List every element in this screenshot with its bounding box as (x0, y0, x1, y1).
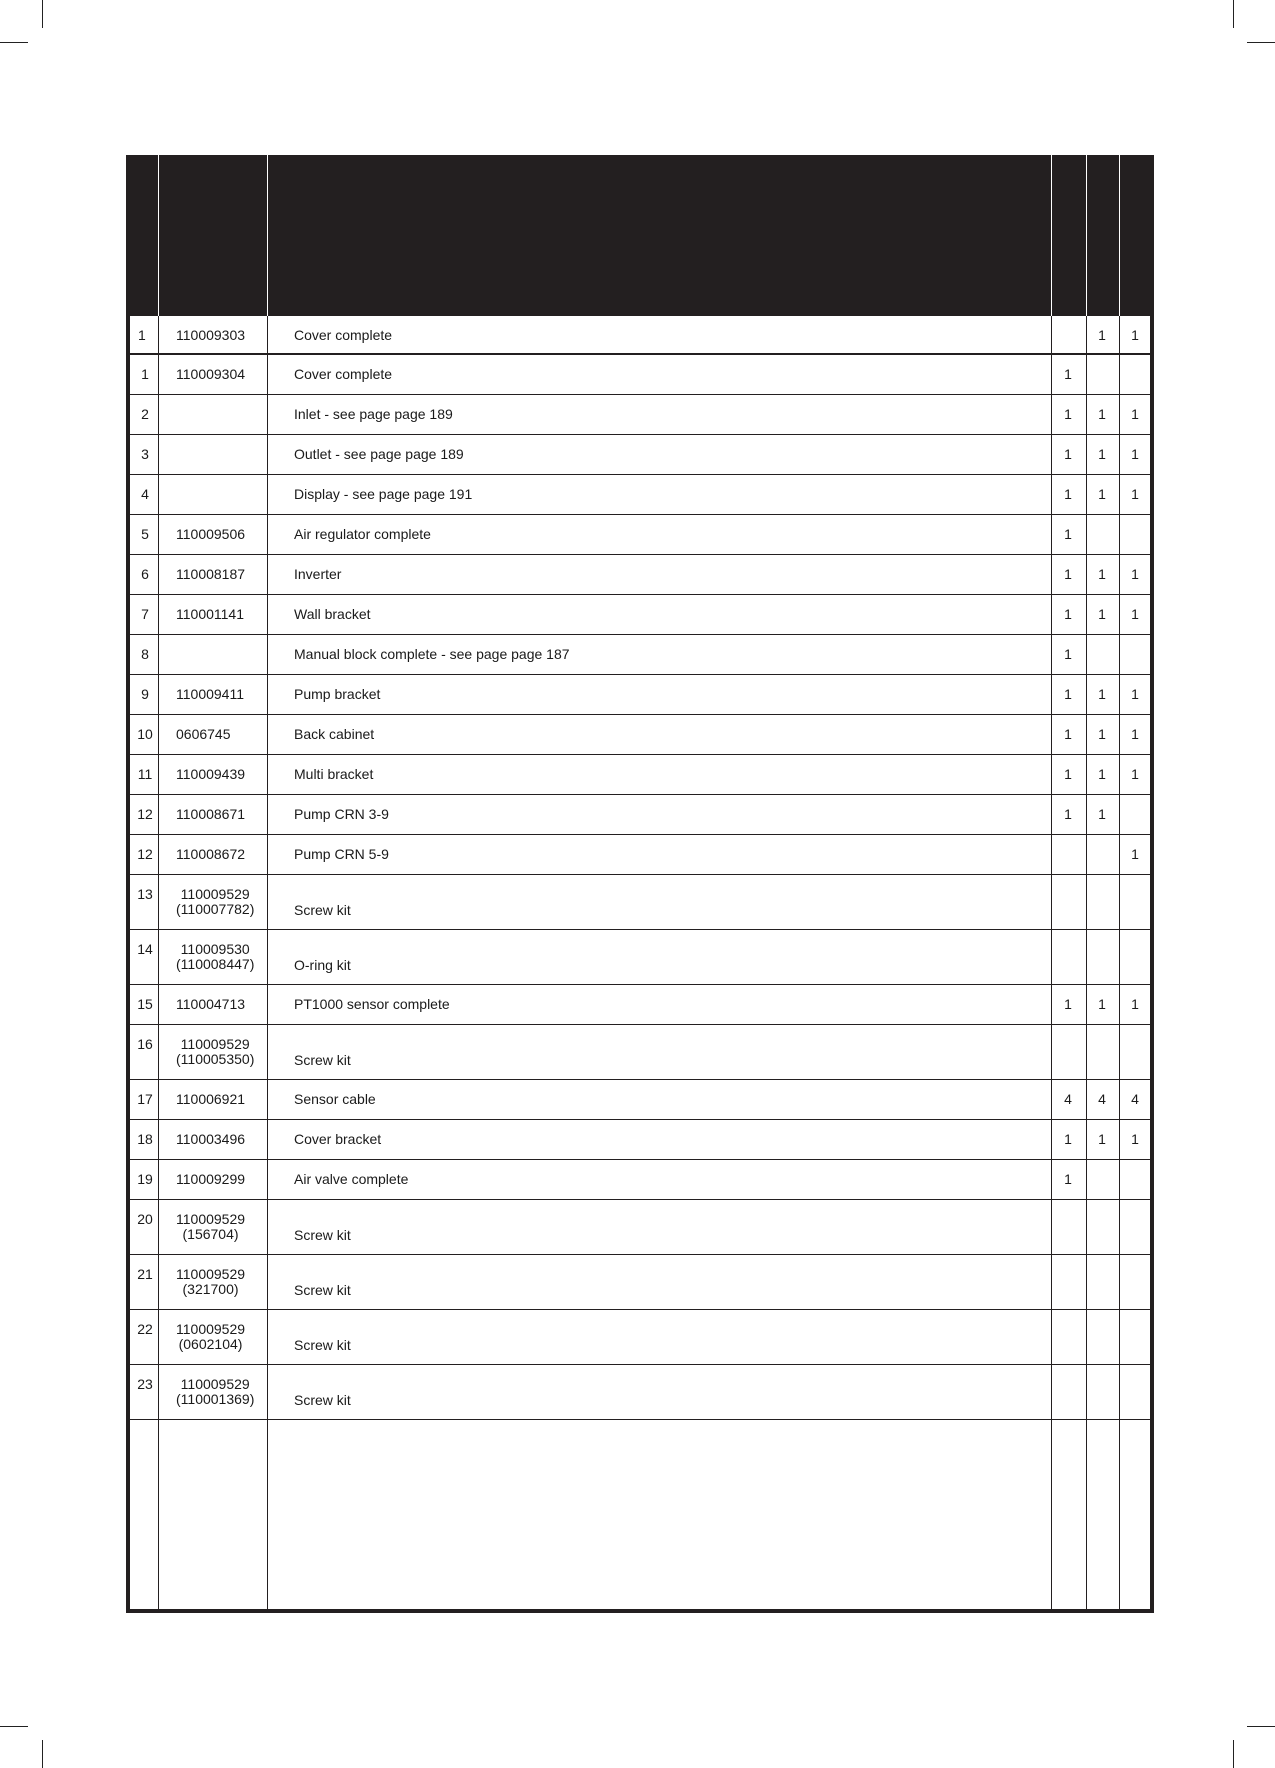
part-number (176, 887, 254, 917)
part-number-line: 110009529 (176, 1266, 246, 1282)
table-row (130, 1120, 1150, 1160)
quantity-variant-2: 1 (1098, 606, 1106, 622)
quantity-variant-1: 1 (1064, 806, 1072, 822)
crop-mark (1247, 42, 1275, 43)
quantity-variant-2: 1 (1098, 486, 1106, 502)
table-row (130, 985, 1150, 1025)
crop-mark (1233, 0, 1234, 28)
position-number: 7 (141, 606, 149, 622)
table-row (130, 1200, 1150, 1255)
part-number-line: 110001141 (176, 606, 244, 622)
part-number-line: (110008447) (176, 956, 255, 972)
table-row (130, 755, 1150, 795)
part-number (176, 1267, 245, 1297)
crop-mark (42, 1740, 43, 1768)
part-description: Screw kit (294, 902, 351, 918)
position-number: 23 (137, 1376, 153, 1392)
position-number: 20 (137, 1211, 153, 1227)
quantity-variant-2: 1 (1098, 726, 1106, 742)
table-row (130, 316, 1150, 355)
position-number: 10 (137, 726, 153, 742)
part-description: Cover bracket (294, 1131, 382, 1147)
part-number-line: 110008672 (176, 846, 246, 862)
quantity-variant-1: 1 (1064, 446, 1072, 462)
position-number: 22 (137, 1321, 153, 1337)
part-number (176, 1037, 254, 1067)
part-number (176, 1212, 245, 1242)
position-number: 5 (141, 526, 149, 542)
part-description: Pump CRN 5-9 (294, 846, 389, 862)
part-description: Outlet - see page page 189 (294, 446, 464, 462)
quantity-variant-2: 1 (1098, 446, 1106, 462)
part-number (176, 847, 245, 862)
part-number-line: 110004713 (176, 996, 246, 1012)
part-number (176, 1172, 245, 1187)
part-number (176, 367, 245, 382)
table-row (130, 515, 1150, 555)
part-number-line: 110009304 (176, 366, 246, 382)
quantity-variant-2: 1 (1098, 806, 1106, 822)
part-number-line: 110008671 (176, 806, 246, 822)
quantity-variant-3: 1 (1131, 486, 1139, 502)
part-number (176, 767, 245, 782)
table-row (130, 1365, 1150, 1420)
part-description: Inverter (294, 566, 342, 582)
quantity-variant-3: 1 (1131, 566, 1139, 582)
crop-mark (0, 1726, 28, 1727)
quantity-variant-2: 1 (1098, 566, 1106, 582)
part-number (176, 1092, 245, 1107)
part-number-line: 0606745 (176, 726, 231, 742)
table-row (130, 1160, 1150, 1200)
position-number: 19 (137, 1171, 153, 1187)
position-number: 17 (137, 1091, 153, 1107)
part-number-line: 110009530 (180, 941, 250, 957)
quantity-variant-1: 1 (1064, 1171, 1072, 1187)
table-row (130, 1310, 1150, 1365)
part-number (176, 727, 231, 742)
part-number-line: 110009303 (176, 327, 246, 343)
part-description: Air valve complete (294, 1171, 409, 1187)
part-number-line: 110009439 (176, 766, 246, 782)
position-number: 2 (141, 406, 149, 422)
quantity-variant-1: 1 (1064, 996, 1072, 1012)
part-description: Multi bracket (294, 766, 374, 782)
part-number (176, 942, 254, 972)
part-number (176, 687, 244, 702)
quantity-variant-3: 1 (1131, 686, 1139, 702)
part-description: Screw kit (294, 1282, 351, 1298)
table-row (130, 555, 1150, 595)
table-row (130, 1025, 1150, 1080)
quantity-variant-3: 1 (1131, 606, 1139, 622)
part-number (176, 527, 245, 542)
part-description: Air regulator complete (294, 526, 431, 542)
part-number-line: (110005350) (176, 1051, 255, 1067)
quantity-variant-1: 1 (1064, 566, 1072, 582)
position-number: 13 (137, 886, 153, 902)
position-number: 14 (137, 941, 153, 957)
quantity-variant-1: 1 (1064, 406, 1072, 422)
quantity-variant-1: 1 (1064, 686, 1072, 702)
part-description: Pump bracket (294, 686, 381, 702)
position-number: 11 (137, 766, 153, 782)
quantity-variant-3: 1 (1131, 1131, 1139, 1147)
quantity-variant-1: 1 (1064, 766, 1072, 782)
part-description: O-ring kit (294, 957, 351, 973)
part-description: Cover complete (294, 327, 393, 343)
position-number: 1 (141, 366, 149, 382)
table-row (130, 395, 1150, 435)
part-description: Screw kit (294, 1052, 351, 1068)
part-number (176, 807, 245, 822)
part-number-line: 110009411 (176, 686, 244, 702)
crop-mark (1233, 1740, 1234, 1768)
part-number-line: 110008187 (176, 566, 246, 582)
position-number: 16 (137, 1036, 153, 1052)
quantity-variant-3: 1 (1131, 846, 1139, 862)
table-row (130, 1080, 1150, 1120)
part-number-line: 110003496 (176, 1131, 246, 1147)
part-number-line: 110009529 (180, 1036, 250, 1052)
part-description: Manual block complete - see page page 187 (294, 646, 570, 662)
crop-mark (42, 0, 43, 28)
position-number: 6 (141, 566, 149, 582)
position-number: 15 (137, 996, 153, 1012)
part-number-line: (321700) (182, 1281, 239, 1297)
table-row (130, 715, 1150, 755)
table-row (130, 1255, 1150, 1310)
parts-table (126, 155, 1154, 1613)
quantity-variant-2: 4 (1098, 1091, 1106, 1107)
table-row (130, 835, 1150, 875)
table-row (130, 795, 1150, 835)
table-body (130, 316, 1150, 1411)
quantity-variant-1: 1 (1064, 726, 1072, 742)
part-description: Pump CRN 3-9 (294, 806, 389, 822)
part-number-line: 110009529 (176, 1321, 246, 1337)
table-row (130, 875, 1150, 930)
quantity-variant-2: 1 (1098, 686, 1106, 702)
part-number (176, 1322, 245, 1352)
quantity-variant-1: 4 (1064, 1091, 1072, 1107)
position-number: 4 (141, 486, 149, 502)
position-number: 9 (141, 686, 149, 702)
part-description: Screw kit (294, 1337, 351, 1353)
part-description: Inlet - see page page 189 (294, 406, 453, 422)
position-number: 8 (141, 646, 149, 662)
part-number (176, 997, 245, 1012)
part-number (176, 328, 245, 343)
part-description: Back cabinet (294, 726, 375, 742)
part-number-line: (156704) (182, 1226, 239, 1242)
quantity-variant-2: 1 (1098, 1131, 1106, 1147)
part-number (176, 567, 245, 582)
quantity-variant-3: 1 (1131, 996, 1139, 1012)
part-description: Sensor cable (294, 1091, 376, 1107)
position-number: 12 (137, 806, 153, 822)
quantity-variant-1: 1 (1064, 366, 1072, 382)
part-description: Screw kit (294, 1227, 351, 1243)
part-description: Screw kit (294, 1392, 351, 1408)
quantity-variant-1: 1 (1064, 606, 1072, 622)
part-description: Wall bracket (294, 606, 371, 622)
crop-mark (0, 42, 28, 43)
quantity-variant-3: 1 (1131, 406, 1139, 422)
quantity-variant-1: 1 (1064, 646, 1072, 662)
part-number-line: 110009299 (176, 1171, 246, 1187)
table-row (130, 435, 1150, 475)
position-number: 21 (137, 1266, 153, 1282)
part-number (176, 1132, 245, 1147)
crop-mark (1247, 1726, 1275, 1727)
quantity-variant-1: 1 (1064, 486, 1072, 502)
part-number-line: 110009506 (176, 526, 246, 542)
position-number: 18 (137, 1131, 153, 1147)
quantity-variant-2: 1 (1098, 327, 1106, 343)
table-row (130, 675, 1150, 715)
quantity-variant-1: 1 (1064, 1131, 1072, 1147)
quantity-variant-2: 1 (1098, 996, 1106, 1012)
quantity-variant-3: 1 (1131, 766, 1139, 782)
table-header (126, 155, 1154, 316)
table-row (130, 355, 1150, 395)
part-number-line: (110007782) (176, 901, 255, 917)
part-description: PT1000 sensor complete (294, 996, 450, 1012)
quantity-variant-3: 1 (1131, 726, 1139, 742)
table-row (130, 595, 1150, 635)
part-number-line: 110006921 (176, 1091, 246, 1107)
quantity-variant-3: 1 (1131, 446, 1139, 462)
quantity-variant-2: 1 (1098, 766, 1106, 782)
table-row (130, 930, 1150, 985)
part-description: Display - see page page 191 (294, 486, 473, 502)
position-number: 3 (141, 446, 149, 462)
part-number-line: 110009529 (176, 1211, 246, 1227)
part-number (176, 607, 244, 622)
position-number: 12 (137, 846, 153, 862)
part-description: Cover complete (294, 366, 393, 382)
quantity-variant-3: 1 (1131, 327, 1139, 343)
table-row (130, 635, 1150, 675)
part-number-line: (110001369) (176, 1391, 255, 1407)
part-number-line: (0602104) (178, 1336, 243, 1352)
quantity-variant-1: 1 (1064, 526, 1072, 542)
part-number-line: 110009529 (180, 886, 250, 902)
table-row (130, 475, 1150, 515)
part-number-line: 110009529 (180, 1376, 250, 1392)
quantity-variant-2: 1 (1098, 406, 1106, 422)
position-number: 1 (138, 327, 146, 343)
part-number (176, 1377, 254, 1407)
quantity-variant-3: 4 (1131, 1091, 1139, 1107)
